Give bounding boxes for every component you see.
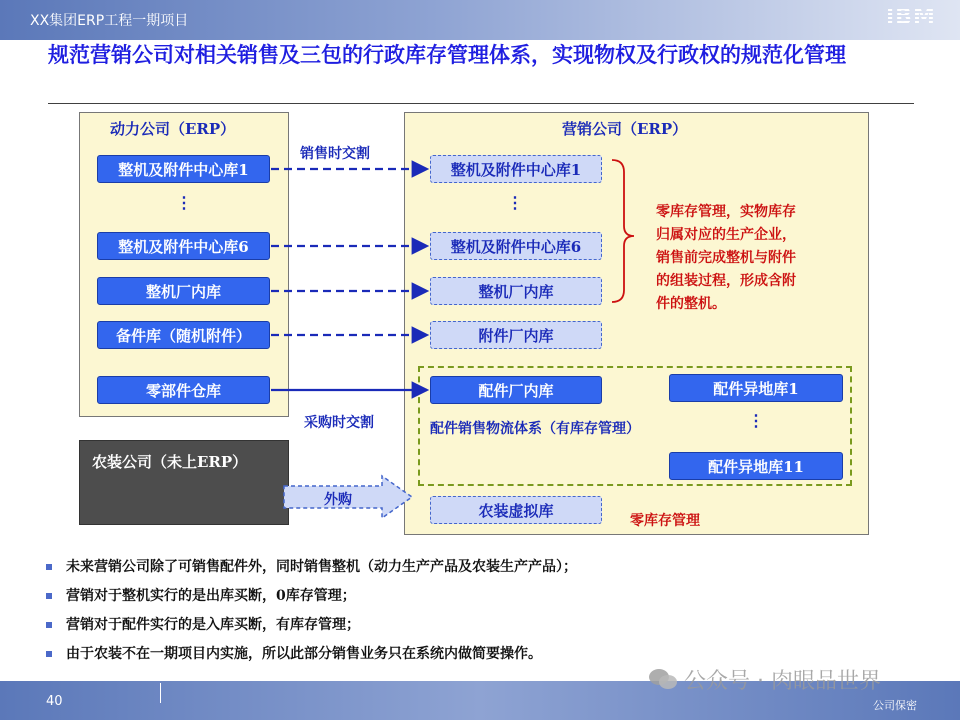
parts-remote-store-1: 配件异地库1: [669, 374, 843, 402]
parts-remote-store-11: 配件异地库11: [669, 452, 843, 480]
ibm-logo: IBM: [886, 5, 936, 30]
sales-transfer-label: 销售时交割: [300, 146, 370, 162]
note-line: 归属对应的生产企业，: [656, 227, 796, 243]
bullet-icon: [46, 622, 52, 628]
bullet-item: [46, 582, 906, 611]
page-number: 40: [46, 694, 63, 709]
right-center-store-1: 整机及附件中心库1: [430, 155, 602, 183]
red-brace: [612, 160, 634, 302]
right-ellipsis: ⋮: [507, 193, 523, 212]
left-center-store-6: 整机及附件中心库6: [97, 232, 270, 260]
bullet-text: 由于农装不在一期项目内实施，所以此部分销售业务只在系统内做简要操作。: [66, 646, 542, 662]
bullet-icon: [46, 564, 52, 570]
note-line: 销售前完成整机与附件: [656, 250, 796, 266]
bullet-text: 营销对于配件实行的是入库买断，有库存管理；: [66, 617, 360, 633]
bullet-list: [46, 553, 906, 669]
power-company-label: 动力公司（ERP）: [110, 120, 236, 138]
marketing-company-label: 营销公司（ERP）: [562, 120, 688, 138]
parts-ellipsis: ⋮: [748, 411, 764, 430]
right-center-store-6: 整机及附件中心库6: [430, 232, 602, 260]
left-factory-store: 整机厂内库: [97, 277, 270, 305]
bullet-item: [46, 611, 906, 640]
right-accessory-factory-store: 附件厂内库: [430, 321, 602, 349]
note-line: 零库存管理，实物库存: [656, 204, 796, 220]
footer-divider: [160, 683, 161, 703]
left-spare-parts-store: 备件库（随机附件）: [97, 321, 270, 349]
note-line: 件的整机。: [656, 296, 726, 312]
left-components-warehouse: 零部件仓库: [97, 376, 270, 404]
zero-inventory-note: [656, 201, 856, 316]
purchase-transfer-label: 采购时交割: [304, 415, 374, 431]
left-ellipsis: ⋮: [176, 193, 192, 212]
left-center-store-1: 整机及附件中心库1: [97, 155, 270, 183]
parts-system-label: 配件销售物流体系（有库存管理）: [430, 421, 640, 437]
bullet-text: 未来营销公司除了可销售配件外，同时销售整机（动力生产产品及农装生产产品）；: [66, 559, 577, 575]
bullet-item: [46, 553, 906, 582]
right-factory-store: 整机厂内库: [430, 277, 602, 305]
bullet-icon: [46, 651, 52, 657]
parts-factory-store: 配件厂内库: [430, 376, 602, 404]
project-name: XX集团ERP工程一期项目: [30, 13, 189, 29]
zero-inventory-bottom-label: 零库存管理: [630, 513, 700, 529]
wechat-icon: [648, 668, 678, 690]
confidential-label: 公司保密: [873, 699, 917, 712]
farm-virtual-store: 农装虚拟库: [430, 496, 602, 524]
slide-title: 规范营销公司对相关销售及三包的行政库存管理体系，实现物权及行政权的规范化管理: [48, 42, 846, 67]
watermark-text: 公众号 · 肉眼品世界: [684, 669, 881, 694]
farm-company-label: 农装公司（未上ERP）: [92, 453, 248, 471]
bullet-icon: [46, 593, 52, 599]
note-line: 的组装过程，形成含附: [656, 273, 796, 289]
outsource-label: 外购: [324, 492, 352, 508]
bullet-text: 营销对于整机实行的是出库买断，0库存管理；: [66, 588, 356, 604]
